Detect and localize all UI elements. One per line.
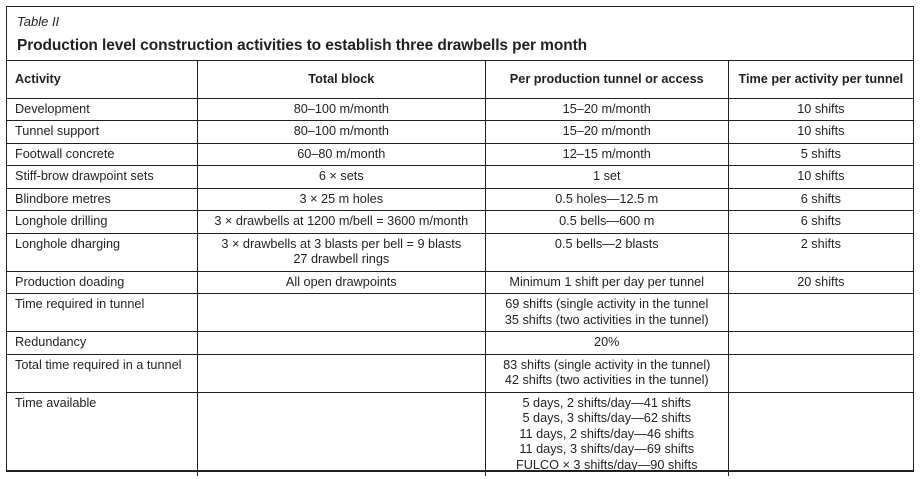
cell-time <box>728 392 913 476</box>
cell-line: 83 shifts (single activity in the tunnel) <box>503 357 711 372</box>
cell-activity: Footwall concrete <box>7 143 197 166</box>
table-caption-block <box>7 7 913 61</box>
table-row <box>7 354 913 392</box>
cell-activity: Blindbore metres <box>7 188 197 211</box>
cell-activity: Time available <box>7 392 197 476</box>
cell-total-block: 3 × 25 m holes <box>197 188 485 211</box>
cell-time: 6 shifts <box>728 188 913 211</box>
cell-time: 10 shifts <box>728 98 913 121</box>
cell-total-block: 80–100 m/month <box>197 98 485 121</box>
production-activities-table <box>7 61 913 476</box>
column-header-activity: Activity <box>7 61 197 98</box>
cell-per-tunnel <box>485 294 728 332</box>
table-body <box>7 98 913 476</box>
cell-line: 11 days, 3 shifts/day—69 shifts <box>519 442 695 456</box>
cell-activity: Stiff-brow drawpoint sets <box>7 166 197 189</box>
cell-per-tunnel: Minimum 1 shift per day per tunnel <box>485 271 728 294</box>
cell-line: 35 shifts (two activities in the tunnel) <box>504 312 709 327</box>
cell-line: 5 days, 3 shifts/day—62 shifts <box>522 411 692 425</box>
cell-activity: Redundancy <box>7 332 197 355</box>
table-title: Production level construction activities to establish three drawbells per month <box>17 37 588 54</box>
cell-line: 42 shifts (two activities in the tunnel) <box>504 373 709 387</box>
cell-time: 5 shifts <box>728 143 913 166</box>
cell-total-block: All open drawpoints <box>197 271 485 294</box>
cell-total-block: 60–80 m/month <box>197 143 485 166</box>
cell-time: 2 shifts <box>728 233 913 271</box>
cell-total-block: 3 × drawbells at 1200 m/bell = 3600 m/month <box>197 211 485 234</box>
cell-line: FULCO × 3 shifts/day—90 shifts <box>515 457 698 472</box>
cell-per-tunnel <box>485 354 728 392</box>
cell-activity: Total time required in a tunnel <box>7 354 197 392</box>
cell-line: 11 days, 2 shifts/day—46 shifts <box>519 426 695 441</box>
table-label: Table II <box>17 14 60 29</box>
table-row <box>7 166 913 189</box>
table-header <box>7 61 913 98</box>
column-header-total-block: Total block <box>197 61 485 98</box>
table-row <box>7 332 913 355</box>
cell-total-block <box>197 354 485 392</box>
cell-line: 3 × drawbells at 3 blasts per bell = 9 blasts <box>221 236 462 251</box>
table-row <box>7 271 913 294</box>
table-row <box>7 392 913 476</box>
cell-per-tunnel: 0.5 bells—2 blasts <box>485 233 728 271</box>
cell-time: 10 shifts <box>728 166 913 189</box>
cell-total-block <box>197 294 485 332</box>
cell-per-tunnel: 20% <box>485 332 728 355</box>
cell-total-block <box>197 332 485 355</box>
table-row <box>7 143 913 166</box>
cell-total-block <box>197 233 485 271</box>
cell-time: 10 shifts <box>728 121 913 144</box>
cell-per-tunnel <box>485 392 728 476</box>
cell-activity: Production doading <box>7 271 197 294</box>
cell-per-tunnel: 0.5 bells—600 m <box>485 211 728 234</box>
cell-per-tunnel: 15–20 m/month <box>485 98 728 121</box>
cell-per-tunnel: 12–15 m/month <box>485 143 728 166</box>
table-row <box>7 294 913 332</box>
cell-line: 5 days, 2 shifts/day—41 shifts <box>522 395 692 410</box>
cell-per-tunnel: 1 set <box>485 166 728 189</box>
cell-activity: Longhole dharging <box>7 233 197 271</box>
table-row <box>7 233 913 271</box>
table-row <box>7 98 913 121</box>
cell-time <box>728 294 913 332</box>
table-row <box>7 211 913 234</box>
cell-time <box>728 354 913 392</box>
cell-line: 27 drawbell rings <box>293 252 390 266</box>
cell-per-tunnel: 0.5 holes—12.5 m <box>485 188 728 211</box>
cell-time: 20 shifts <box>728 271 913 294</box>
table-row <box>7 121 913 144</box>
cell-time <box>728 332 913 355</box>
cell-total-block: 80–100 m/month <box>197 121 485 144</box>
cell-time: 6 shifts <box>728 211 913 234</box>
column-header-per-tunnel: Per production tunnel or access <box>485 61 728 98</box>
table-row <box>7 188 913 211</box>
cell-total-block: 6 × sets <box>197 166 485 189</box>
cell-line: 69 shifts (single activity in the tunnel <box>505 297 709 311</box>
cell-activity: Tunnel support <box>7 121 197 144</box>
cell-total-block <box>197 392 485 476</box>
table-ii-frame <box>6 6 914 472</box>
column-header-time: Time per activity per tunnel <box>728 61 913 98</box>
cell-activity: Longhole drilling <box>7 211 197 234</box>
cell-activity: Time required in tunnel <box>7 294 197 332</box>
cell-per-tunnel: 15–20 m/month <box>485 121 728 144</box>
cell-activity: Development <box>7 98 197 121</box>
header-row <box>7 61 913 98</box>
